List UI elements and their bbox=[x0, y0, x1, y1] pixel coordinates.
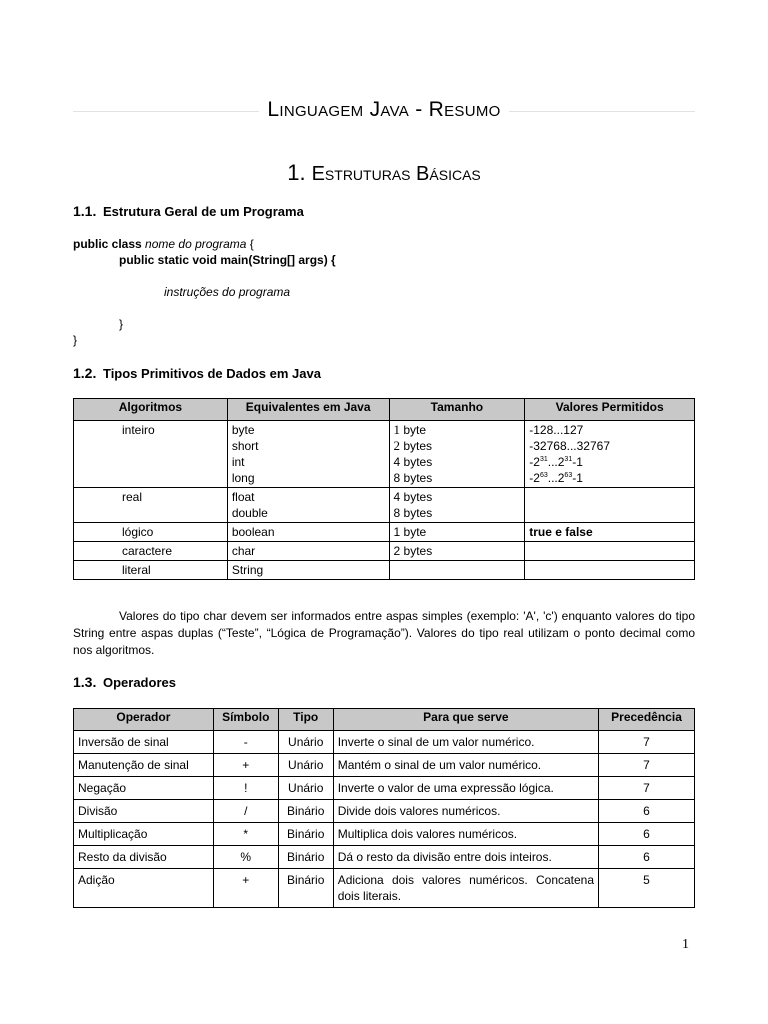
table-cell: Binário bbox=[278, 846, 333, 869]
range-part: -1 bbox=[572, 455, 583, 469]
range-part: ...2 bbox=[547, 455, 565, 469]
size-value bbox=[394, 438, 521, 454]
table-cell bbox=[525, 488, 695, 523]
table-cell bbox=[389, 421, 525, 488]
table-cell: true e false bbox=[525, 523, 695, 542]
table-cell: Dá o resto da divisão entre dois inteiros. bbox=[333, 846, 598, 869]
table-cell: Inverte o valor de uma expressão lógica. bbox=[333, 777, 598, 800]
primitive-types-table bbox=[73, 398, 695, 580]
code-instructions: instruções do programa bbox=[164, 285, 291, 299]
column-header: Equivalentes em Java bbox=[227, 399, 389, 421]
table-cell: % bbox=[213, 846, 278, 869]
table-cell: + bbox=[213, 754, 278, 777]
table-cell: boolean bbox=[227, 523, 389, 542]
table-row bbox=[74, 421, 695, 488]
table-cell: lógico bbox=[74, 523, 228, 542]
java-type: int bbox=[231, 455, 245, 469]
table-row bbox=[74, 542, 695, 561]
size-number: 4 bbox=[393, 455, 401, 469]
java-type: short bbox=[231, 439, 259, 453]
size-value bbox=[394, 470, 521, 486]
size-value bbox=[394, 454, 521, 470]
subsection-title: Tipos Primitivos de Dados em Java bbox=[102, 366, 321, 381]
code-brace: { bbox=[246, 237, 254, 251]
range-value: -128...127 bbox=[529, 423, 584, 437]
range-part: -2 bbox=[529, 455, 540, 469]
column-header: Tipo bbox=[278, 709, 333, 731]
table-cell: 5 bbox=[599, 869, 695, 908]
table-cell: Mantém o sinal de um valor numérico. bbox=[333, 754, 598, 777]
table-cell: Negação bbox=[74, 777, 214, 800]
table-cell: Adição bbox=[74, 869, 214, 908]
table-cell: Binário bbox=[278, 869, 333, 908]
subsection-heading-1-1 bbox=[73, 203, 304, 219]
table-cell bbox=[227, 421, 389, 488]
table-cell: Adiciona dois valores numéricos. Concatena dois literais. bbox=[333, 869, 598, 908]
column-header: Valores Permitidos bbox=[525, 399, 695, 421]
table-cell: Binário bbox=[278, 823, 333, 846]
table-row bbox=[74, 777, 695, 800]
size-value: 8 bytes bbox=[393, 506, 433, 520]
code-block bbox=[73, 236, 336, 348]
table-cell: String bbox=[227, 561, 389, 580]
code-keyword: public class bbox=[73, 237, 142, 251]
table-cell: Multiplicação bbox=[74, 823, 214, 846]
document-title-text: Linguagem Java - Resumo bbox=[259, 98, 508, 121]
table-cell: caractere bbox=[74, 542, 228, 561]
table-cell: Inversão de sinal bbox=[74, 731, 214, 754]
column-header: Para que serve bbox=[333, 709, 598, 731]
size-unit: bytes bbox=[400, 439, 433, 453]
table-cell: literal bbox=[74, 561, 228, 580]
column-header: Algoritmos bbox=[74, 399, 228, 421]
range-part: -1 bbox=[572, 471, 583, 485]
table-cell bbox=[525, 542, 695, 561]
table-cell: 1 byte bbox=[389, 523, 525, 542]
size-unit: bytes bbox=[400, 471, 433, 485]
java-type: byte bbox=[231, 423, 255, 437]
subsection-number: 1.3. bbox=[73, 674, 97, 690]
table-cell: real bbox=[74, 488, 228, 523]
subsection-number: 1.2. bbox=[73, 365, 97, 381]
range-part: ...2 bbox=[547, 471, 565, 485]
table-cell: 6 bbox=[599, 846, 695, 869]
table-row bbox=[74, 800, 695, 823]
subsection-heading-1-3 bbox=[73, 674, 176, 690]
table-cell: Unário bbox=[278, 777, 333, 800]
subsection-number: 1.1. bbox=[73, 203, 97, 219]
table-cell bbox=[389, 488, 525, 523]
range-value bbox=[529, 470, 690, 486]
size-number: 1 bbox=[393, 422, 401, 437]
table-cell: Unário bbox=[278, 754, 333, 777]
table-row bbox=[74, 561, 695, 580]
range-part: -2 bbox=[529, 471, 540, 485]
table-row bbox=[74, 754, 695, 777]
title-block bbox=[73, 96, 695, 130]
table-cell: ! bbox=[213, 777, 278, 800]
table-cell: Unário bbox=[278, 731, 333, 754]
code-line-5 bbox=[73, 332, 336, 348]
code-main-signature: public static void main(String[] args) { bbox=[119, 253, 336, 267]
range-value bbox=[529, 454, 690, 470]
column-header: Operador bbox=[74, 709, 214, 731]
exponent: 31 bbox=[564, 456, 573, 463]
table-row bbox=[74, 869, 695, 908]
section-title-text: Estruturas Básicas bbox=[311, 163, 481, 185]
size-value bbox=[394, 422, 521, 438]
table-cell: Binário bbox=[278, 800, 333, 823]
table-cell: 7 bbox=[599, 731, 695, 754]
table-cell: * bbox=[213, 823, 278, 846]
table-cell: inteiro bbox=[74, 421, 228, 488]
exponent: 63 bbox=[564, 472, 573, 479]
size-number: 8 bbox=[393, 471, 401, 485]
size-value: 4 bytes bbox=[393, 490, 433, 504]
code-close-brace: } bbox=[73, 333, 78, 347]
page-number: 1 bbox=[682, 937, 689, 952]
table-cell: Multiplica dois valores numéricos. bbox=[333, 823, 598, 846]
table-cell: 7 bbox=[599, 754, 695, 777]
table-cell bbox=[389, 561, 525, 580]
table-header-row bbox=[74, 709, 695, 731]
table-cell bbox=[525, 421, 695, 488]
table-cell bbox=[525, 561, 695, 580]
table-cell: 6 bbox=[599, 823, 695, 846]
subsection-title: Operadores bbox=[102, 675, 176, 690]
exponent: 31 bbox=[539, 456, 548, 463]
table-cell: + bbox=[213, 869, 278, 908]
table-cell: Resto da divisão bbox=[74, 846, 214, 869]
explanatory-paragraph: Valores do tipo char devem ser informados entre aspas simples (exemplo: 'A', 'c') enquanto valores do tipo String entre aspas duplas (“Teste”, “Lógica de Programação”). Valores do tipo real utilizam o ponto decimal como nos algoritmos. bbox=[73, 609, 695, 657]
range-value: -32768...32767 bbox=[529, 439, 611, 453]
table-row bbox=[74, 823, 695, 846]
operators-table bbox=[73, 708, 695, 908]
size-number: 2 bbox=[393, 438, 401, 453]
table-cell: 6 bbox=[599, 800, 695, 823]
table-row bbox=[74, 731, 695, 754]
size-unit: byte bbox=[400, 423, 427, 437]
table-cell: Divide dois valores numéricos. bbox=[333, 800, 598, 823]
table-cell: 2 bytes bbox=[389, 542, 525, 561]
code-line-2 bbox=[73, 252, 336, 268]
table-cell: / bbox=[213, 800, 278, 823]
table-cell bbox=[227, 488, 389, 523]
exponent: 63 bbox=[539, 472, 548, 479]
code-line-1 bbox=[73, 236, 336, 252]
section-number: 1. bbox=[287, 160, 306, 185]
column-header: Símbolo bbox=[213, 709, 278, 731]
table-cell: 7 bbox=[599, 777, 695, 800]
java-type: long bbox=[231, 471, 255, 485]
table-row bbox=[74, 846, 695, 869]
code-close-brace: } bbox=[119, 317, 124, 331]
table-cell: Inverte o sinal de um valor numérico. bbox=[333, 731, 598, 754]
table-cell: Manutenção de sinal bbox=[74, 754, 214, 777]
table-cell: - bbox=[213, 731, 278, 754]
java-type: double bbox=[231, 506, 268, 520]
document-title bbox=[73, 98, 695, 122]
table-header-row bbox=[74, 399, 695, 421]
subsection-title: Estrutura Geral de um Programa bbox=[102, 204, 304, 219]
column-header: Tamanho bbox=[389, 399, 525, 421]
table-cell: char bbox=[227, 542, 389, 561]
column-header: Precedência bbox=[599, 709, 695, 731]
table-row bbox=[74, 488, 695, 523]
table-row bbox=[74, 523, 695, 542]
code-program-name: nome do programa bbox=[145, 237, 247, 251]
java-type: float bbox=[231, 490, 255, 504]
size-unit: bytes bbox=[400, 455, 433, 469]
subsection-heading-1-2 bbox=[73, 365, 321, 381]
code-line-3 bbox=[73, 284, 336, 300]
code-line-4 bbox=[73, 316, 336, 332]
table-cell: Divisão bbox=[74, 800, 214, 823]
section-heading bbox=[73, 160, 695, 186]
